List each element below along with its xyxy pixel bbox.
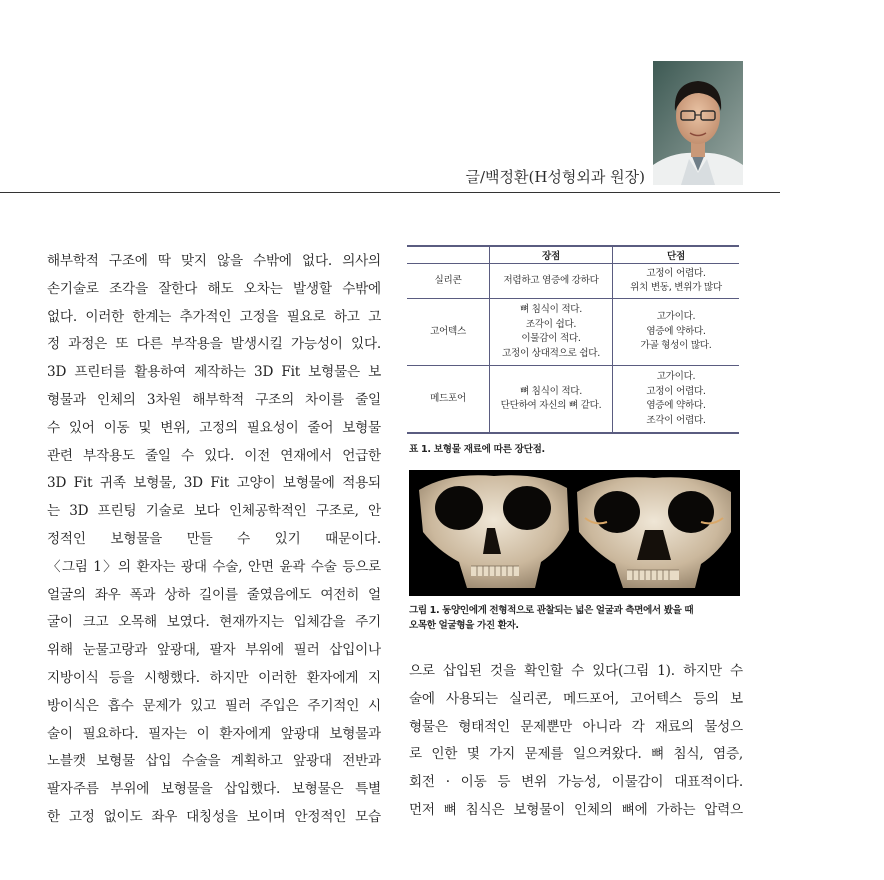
body-line: 위해 눈물고랑과 앞광대, 팔자 부위에 필러 삽입이나	[47, 642, 381, 659]
table-row	[407, 264, 739, 299]
table-header-cons: 단점	[613, 246, 740, 264]
pros-item: 뼈 침식이 적다.	[519, 385, 583, 397]
body-line: 방이식은 흡수 문제가 있고 필러 주입은 주기적인 시	[47, 697, 381, 714]
header-rule	[0, 192, 780, 193]
cons-item: 고정이 어렵다.	[646, 267, 706, 279]
body-line: 굴이 크고 오목해 보였다. 현재까지는 입체감을 주기	[47, 614, 381, 631]
cons-item: 염증에 약하다.	[646, 325, 706, 337]
body-paragraph	[47, 248, 381, 832]
material-cell: 고어텍스	[407, 299, 490, 366]
body-line: 해부학적 구조에 딱 맞지 않을 수밖에 없다. 의사의	[47, 253, 381, 269]
figure-caption-line: 오목한 얼굴형을 가진 환자.	[409, 620, 519, 631]
body-column-left	[47, 248, 381, 832]
body-line: 지방이식 등을 시행했다. 하지만 이러한 환자에게 지	[47, 669, 381, 686]
table-header-row	[407, 246, 739, 264]
cons-item: 고가이다.	[656, 371, 696, 382]
body-line: 얼굴의 좌우 폭과 상하 길이를 줄였음에도 여전히 얼	[47, 586, 381, 603]
figure-caption-line: 그림 1. 동양인에게 전형적으로 관찰되는 넓은 얼굴과 측면에서 봤을 때	[409, 605, 694, 616]
pros-item: 조각이 쉽다.	[525, 318, 577, 330]
pros-item: 저렴하고 염증에 강하다	[503, 274, 599, 286]
table-header-blank	[407, 246, 490, 264]
pros-item: 고정이 상대적으로 쉽다.	[502, 347, 600, 359]
pros-cell	[490, 366, 613, 434]
body-line: 〈그림 1〉의 환자는 광대 수술, 안면 윤곽 수술 등으로	[47, 558, 381, 575]
body-line: 으로 삽입된 것을 확인할 수 있다(그림 1). 하지만 수	[409, 663, 743, 679]
body-line: 팔자주름 부위에 보형물을 삽입했다. 보형물은 특별	[47, 781, 381, 798]
pros-item: 뼈 침식이 적다.	[519, 304, 583, 315]
body-line: 형물은 형태적인 문제뿐만 아니라 각 재료의 물성으	[409, 718, 743, 735]
body-line: 없다. 이러한 한계는 추가적인 고정을 필요로 하고 고	[47, 308, 381, 325]
body-line: 한 고정 없이도 좌우 대칭성을 보이며 안정적인 모습	[47, 808, 381, 825]
body-line: 먼저 뼈 침식은 보형물이 인체의 뼈에 가하는 압력으	[409, 801, 743, 818]
pros-cell	[490, 299, 613, 366]
author-byline: 글/백정환(H성형외과 원장)	[465, 168, 645, 186]
table-header-pros: 장점	[490, 246, 613, 264]
implant-comparison-table	[407, 245, 739, 434]
cons-item: 조각이 어렵다.	[646, 414, 706, 426]
body-paragraph	[409, 658, 743, 825]
cons-cell	[613, 264, 740, 299]
body-line: 술이 필요하다. 필자는 이 환자에게 앞광대 보형물과	[47, 725, 381, 742]
body-line: 관련 부작용도 줄일 수 있다. 이전 연재에서 언급한	[47, 447, 381, 464]
body-line: 정 과정은 또 다른 부작용을 발생시킬 가능성이 있다.	[47, 336, 381, 353]
portrait-icon	[653, 61, 743, 185]
cons-item: 위치 변동, 변위가 많다	[630, 282, 722, 293]
body-line: 로 인한 몇 가지 문제를 일으켜왔다. 뼈 침식, 염증,	[409, 746, 743, 763]
material-cell: 실리콘	[407, 264, 490, 299]
table-row	[407, 299, 739, 366]
body-line: 정적인 보형물을 만들 수 있기 때문이다.	[47, 530, 381, 547]
cons-item: 고정이 어렵다.	[646, 385, 706, 397]
cons-item: 염증에 약하다.	[646, 400, 706, 411]
body-line: 는 3D 프린팅 기술로 보다 인체공학적인 구조로, 안	[47, 503, 381, 520]
cons-cell	[613, 366, 740, 434]
cons-item: 고가이다.	[656, 311, 696, 323]
pros-cell	[490, 264, 613, 299]
material-cell: 메드포어	[407, 366, 490, 434]
body-line: 수 있어 이동 및 변위, 고정의 필요성이 줄어 보형물	[47, 419, 381, 436]
pros-item: 단단하여 자신의 뼈 같다.	[500, 400, 602, 411]
body-line: 술에 사용되는 실리콘, 메드포어, 고어텍스 등의 보	[409, 690, 743, 707]
skull-ct-icon	[409, 470, 740, 596]
cons-item: 가골 형성이 많다.	[640, 340, 712, 352]
body-column-right	[409, 658, 743, 825]
pros-item: 이물감이 적다.	[521, 333, 581, 344]
body-line: 회전 · 이동 등 변위 가능성, 이물감이 대표적이다.	[409, 774, 743, 791]
body-line: 형물과 인체의 3차원 해부학적 구조의 차이를 줄일	[47, 391, 381, 408]
author-photo	[653, 61, 743, 185]
body-line: 3D 프린터를 활용하여 제작하는 3D Fit 보형물은 보	[47, 364, 381, 381]
body-line: 노블캣 보형물 삽입 수술을 계획하고 앞광대 전반과	[47, 753, 381, 770]
figure-image	[409, 470, 740, 596]
table	[407, 245, 739, 434]
cons-cell	[613, 299, 740, 366]
body-line: 3D Fit 귀족 보형물, 3D Fit 고양이 보형물에 적용되	[47, 475, 381, 492]
table-row	[407, 366, 739, 434]
figure-caption	[409, 603, 749, 633]
table-caption: 표 1. 보형물 재료에 따른 장단점.	[409, 444, 545, 455]
body-line: 손기술로 조각을 잘한다 해도 오차는 발생할 수밖에	[47, 280, 381, 297]
